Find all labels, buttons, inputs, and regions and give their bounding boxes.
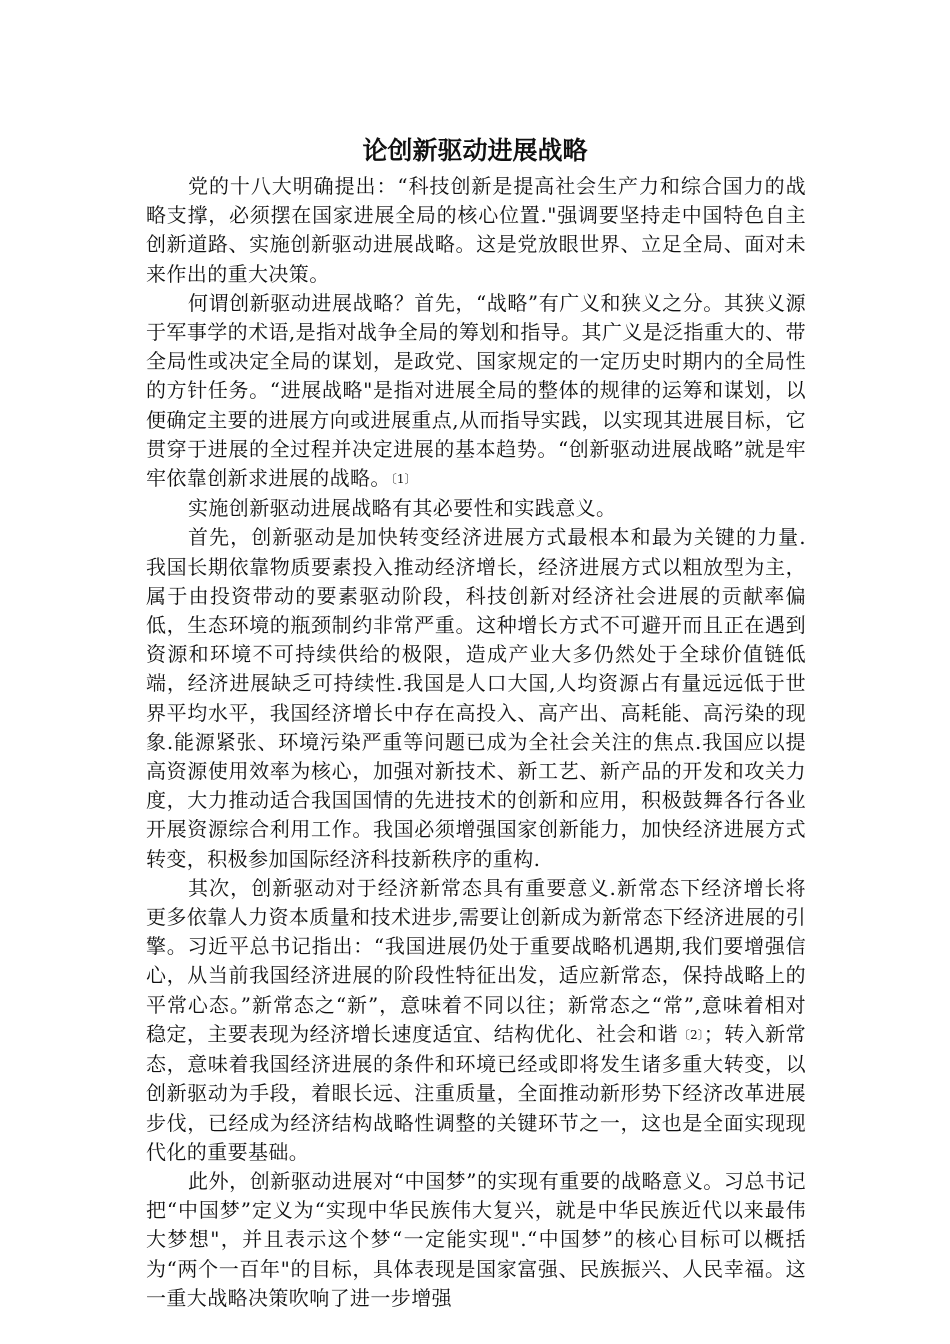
paragraph-2-text: 何谓创新驱动进展战略？首先，“战略”有广义和狭义之分。其狭义源于军事学的术语,是指对战争全局的筹划和指导。其广义是泛指重大的、带全局性或决定全局的谋划，是政党、国家规定的一定历史时期内的全局性的方针任务。“进展战略"是指对进展全局的整体的规律的运筹和谋划，以便确定主要的进展方向或进展重点,从而指导实践，以实现其进展目标，它贯穿于进展的全过程并决定进展的基本趋势。“创新驱动进展战略”就是牢牢依靠创新求进展的战略。 — [146, 290, 806, 491]
paragraph-4-text: 首先，创新驱动是加快转变经济进展方式最根本和最为关键的力量.我国长期依靠物质要素投入推动经济增长，经济进展方式以粗放型为主，属于由投资带动的要素驱动阶段，科技创新对经济社会进展的贡献率偏低，生态环境的瓶颈制约非常严重。这种增长方式不可避开而且正在遇到资源和环境不可持续供给的极限，造成产业大多仍然处于全球价值链低端，经济进展缺乏可持续性.我国是人口大国,人均资源占有量远远低于世界平均水平，我国经济增长中存在高投入、高产出、高耗能、高污染的现象.能源紧张、环境污染严重等问题已成为全社会关注的焦点.我国应以提高资源使用效率为核心，加强对新技术、新工艺、新产品的开发和攻关力度，大力推动适合我国国情的先进技术的创新和应用，积极鼓舞各行各业开展资源综合利用工作。我国必须增强国家创新能力，加快经济进展方式转变，积极参加国际经济科技新秩序的重构. — [146, 525, 806, 871]
paragraph-5 — [146, 874, 806, 1167]
paragraph-1-text: 党的十八大明确提出：“科技创新是提高社会生产力和综合国力的战略支撑，必须摆在国家进展全局的核心位置."强调要坚持走中国特色自主创新道路、实施创新驱动进展战略。这是党放眼世界、立足全局、面对未来作出的重大决策。 — [146, 174, 806, 286]
paragraph-5-text-after: ；转入新常态，意味着我国经济进展的条件和环境已经或即将发生诸多重大转变，以创新驱动为手段，着眼长远、注重质量，全面推动新形势下经济改革进展步伐，已经成为经济结构战略性调整的关键环节之一，这也是全面实现现代化的重要基础。 — [146, 1021, 807, 1164]
paragraph-5-text: 其次，创新驱动对于经济新常态具有重要意义.新常态下经济增长将更多依靠人力资本质量和技术进步,需要让创新成为新常态下经济进展的引擎。习近平总书记指出：“我国进展仍处于重要战略机遇期,我们要增强信心，从当前我国经济进展的阶段性特征出发，适应新常态，保持战略上的平常心态。”新常态之“新”，意味着不同以往；新常态之“常”,意味着相对稳定，主要表现为经济增长速度适宜、结构优化、社会和谐 — [146, 875, 806, 1046]
paragraph-3-text: 实施创新驱动进展战略有其必要性和实践意义。 — [188, 496, 617, 521]
paragraph-2 — [146, 289, 806, 494]
paragraph-6 — [146, 1167, 806, 1313]
citation-ref-1: 〔1〕 — [390, 472, 417, 487]
paragraph-1 — [146, 172, 806, 289]
paragraph-6-text: 此外，创新驱动进展对“中国梦”的实现有重要的战略意义。习总书记把“中国梦”定义为“实现中华民族伟大复兴，就是中华民族近代以来最伟大梦想"，并且表示这个梦“一定能实现".“中国梦”的核心目标可以概括为“两个一百年"的目标，具体表现是国家富强、民族振兴、人民幸福。这一重大战略决策吹响了进一步增强 — [146, 1168, 806, 1310]
document-title: 论创新驱动进展战略 — [362, 136, 588, 165]
paragraph-4 — [146, 523, 806, 873]
paragraph-3 — [146, 494, 806, 523]
citation-ref-2: 〔2〕 — [677, 1027, 704, 1042]
document-body — [146, 172, 806, 1313]
